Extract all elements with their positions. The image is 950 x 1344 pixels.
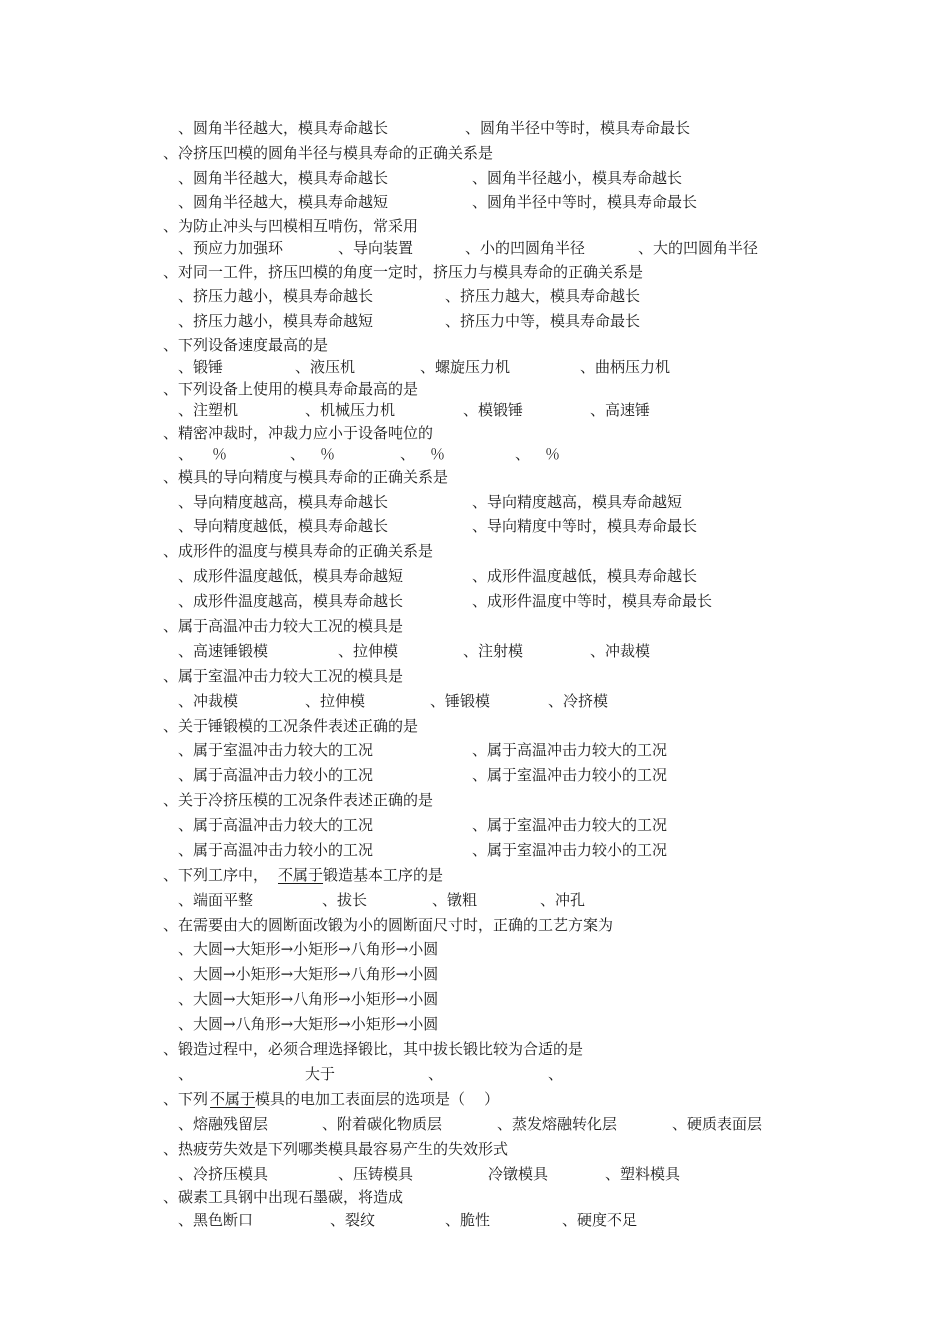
text-line-segment: 、 — [428, 1065, 444, 1083]
text-line-segment: 、 — [400, 445, 416, 463]
text-line-segment: 、脆性 — [445, 1211, 491, 1229]
text-line-segment: 、高速锤 — [590, 401, 651, 419]
text-line-segment: ％ — [545, 445, 561, 463]
text-line-segment: 、冲孔 — [540, 891, 586, 909]
text-line-segment: 、 — [515, 445, 531, 463]
text-line-segment: 、圆角半径越大，模具寿命越长 — [178, 119, 389, 137]
text-line-segment: 、属于室温冲击力较大的工况 — [178, 741, 374, 759]
text-line-segment: 、黑色断口 — [178, 1211, 254, 1229]
text-line-segment: 、挤压力中等，模具寿命最长 — [445, 312, 641, 330]
text-line-segment: 、属于高温冲击力较大的工况 — [178, 816, 374, 834]
text-line-segment: 、拉伸模 — [338, 642, 399, 660]
text-line-segment: 、附着碳化物质层 — [322, 1115, 443, 1133]
text-line-segment: 冷镦模具 — [488, 1165, 549, 1183]
text-line-segment: 、曲柄压力机 — [580, 358, 671, 376]
text-line-segment: 、属于室温冲击力较小的工况 — [472, 841, 668, 859]
text-line-segment: 、导向精度越高，模具寿命越短 — [472, 493, 683, 511]
text-line-segment: 、碳素工具钢中出现石墨碳，将造成 — [163, 1188, 404, 1206]
text-line-segment: 、成形件温度越低，模具寿命越短 — [178, 567, 404, 585]
text-line-segment: 、冲裁模 — [590, 642, 651, 660]
text-line-segment: 、 — [178, 1065, 194, 1083]
text-line-segment: 、成形件温度越高，模具寿命越长 — [178, 592, 404, 610]
text-line-segment: 、挤压力越小，模具寿命越长 — [178, 287, 374, 305]
text-line-segment: 、属于高温冲击力较小的工况 — [178, 841, 374, 859]
text-line-segment: 、硬度不足 — [562, 1211, 638, 1229]
text-line-segment: 、圆角半径中等时，模具寿命最长 — [465, 119, 691, 137]
text-line-segment: 、下列设备速度最高的是 — [163, 336, 329, 354]
text-line-segment: 、预应力加强环 — [178, 239, 284, 257]
text-line-segment: 、精密冲裁时，冲裁力应小于设备吨位的 — [163, 424, 434, 442]
text-line-segment: 、大圆→大矩形→小矩形→八角形→小圆 — [178, 940, 439, 958]
text-line-segment: 、成形件温度越低，模具寿命越长 — [472, 567, 698, 585]
text-line-segment: 、裂纹 — [330, 1211, 376, 1229]
text-line-segment: 、关于冷挤压模的工况条件表述正确的是 — [163, 791, 434, 809]
text-line-segment: 、热疲劳失效是下列哪类模具最容易产生的失效形式 — [163, 1140, 509, 1158]
text-line-segment: 、大圆→小矩形→大矩形→八角形→小圆 — [178, 965, 439, 983]
text-line-segment: 、高速锤锻模 — [178, 642, 269, 660]
text-line-segment: 不属于 — [278, 866, 324, 884]
text-line-segment: 、属于高温冲击力较小的工况 — [178, 766, 374, 784]
text-line-segment: 、圆角半径中等时，模具寿命最长 — [472, 193, 698, 211]
text-line-segment: 、拔长 — [322, 891, 368, 909]
text-line-segment: 、属于室温冲击力较大的工况 — [472, 816, 668, 834]
text-line-segment: 、注射模 — [463, 642, 524, 660]
text-line-segment: 、下列 — [163, 1090, 209, 1108]
text-line-segment: 、导向精度越高，模具寿命越长 — [178, 493, 389, 511]
text-line-segment: 、挤压力越大，模具寿命越长 — [445, 287, 641, 305]
text-line-segment: 、属于高温冲击力较大的工况 — [472, 741, 668, 759]
text-line-segment: 、拉伸模 — [305, 692, 366, 710]
text-line-segment: 、关于锤锻模的工况条件表述正确的是 — [163, 717, 419, 735]
text-line-segment: 、大的凹圆角半径 — [638, 239, 759, 257]
text-line-segment: 、导向精度中等时，模具寿命最长 — [472, 517, 698, 535]
text-line-segment: 模具的电加工表面层的选项是（ ） — [255, 1090, 500, 1108]
text-line-segment: 、 — [178, 445, 194, 463]
text-line-segment: 、大圆→八角形→大矩形→小矩形→小圆 — [178, 1015, 439, 1033]
text-line-segment: 、压铸模具 — [338, 1165, 414, 1183]
text-line-segment: 、镦粗 — [432, 891, 478, 909]
text-line-segment: 、为防止冲头与凹模相互啃伤，常采用 — [163, 217, 419, 235]
text-line-segment: 、 — [290, 445, 306, 463]
text-line-segment: 、圆角半径越小，模具寿命越长 — [472, 169, 683, 187]
text-line-segment: 、蒸发熔融转化层 — [497, 1115, 618, 1133]
text-line-segment: 、锤锻模 — [430, 692, 491, 710]
text-line-segment: 、锻锤 — [178, 358, 224, 376]
text-line-segment: 、冲裁模 — [178, 692, 239, 710]
text-line-segment: 、大圆→大矩形→八角形→小矩形→小圆 — [178, 990, 439, 1008]
text-line-segment: 、导向精度越低，模具寿命越长 — [178, 517, 389, 535]
text-line-segment: 、成形件温度中等时，模具寿命最长 — [472, 592, 713, 610]
text-line-segment: 不属于 — [210, 1090, 256, 1108]
text-line-segment: 、下列工序中， — [163, 866, 269, 884]
text-line-segment: 、锻造过程中，必须合理选择锻比，其中拔长锻比较为合适的是 — [163, 1040, 584, 1058]
text-line-segment: 、螺旋压力机 — [420, 358, 511, 376]
text-line-segment: 、冷挤模 — [548, 692, 609, 710]
text-line-segment: 、模具的导向精度与模具寿命的正确关系是 — [163, 468, 449, 486]
text-line-segment: 、下列设备上使用的模具寿命最高的是 — [163, 380, 419, 398]
text-line-segment: 大于 — [305, 1065, 336, 1083]
text-line-segment: 、成形件的温度与模具寿命的正确关系是 — [163, 542, 434, 560]
text-line-segment: 、导向装置 — [338, 239, 414, 257]
text-line-segment: 、液压机 — [295, 358, 356, 376]
text-line-segment: 、注塑机 — [178, 401, 239, 419]
text-line-segment: 、小的凹圆角半径 — [465, 239, 586, 257]
text-line-segment: ％ — [430, 445, 446, 463]
text-line-segment: 、 — [548, 1065, 564, 1083]
text-line-segment: 锻造基本工序的是 — [323, 866, 444, 884]
text-line-segment: ％ — [212, 445, 228, 463]
text-line-segment: 、对同一工件，挤压凹模的角度一定时，挤压力与模具寿命的正确关系是 — [163, 263, 644, 281]
text-line-segment: 、属于高温冲击力较大工况的模具是 — [163, 617, 404, 635]
text-line-segment: 、塑料模具 — [605, 1165, 681, 1183]
text-line-segment: 、属于室温冲击力较大工况的模具是 — [163, 667, 404, 685]
text-line-segment: ％ — [320, 445, 336, 463]
text-line-segment: 、圆角半径越大，模具寿命越短 — [178, 193, 389, 211]
text-line-segment: 、端面平整 — [178, 891, 254, 909]
text-line-segment: 、冷挤压凹模的圆角半径与模具寿命的正确关系是 — [163, 144, 494, 162]
text-line-segment: 、圆角半径越大，模具寿命越长 — [178, 169, 389, 187]
text-line-segment: 、冷挤压模具 — [178, 1165, 269, 1183]
text-line-segment: 、在需要由大的圆断面改锻为小的圆断面尺寸时，正确的工艺方案为 — [163, 916, 614, 934]
text-line-segment: 、挤压力越小，模具寿命越短 — [178, 312, 374, 330]
text-line-segment: 、模锻锤 — [463, 401, 524, 419]
text-line-segment: 、硬质表面层 — [672, 1115, 763, 1133]
text-line-segment: 、机械压力机 — [305, 401, 396, 419]
text-line-segment: 、熔融残留层 — [178, 1115, 269, 1133]
text-line-segment: 、属于室温冲击力较小的工况 — [472, 766, 668, 784]
